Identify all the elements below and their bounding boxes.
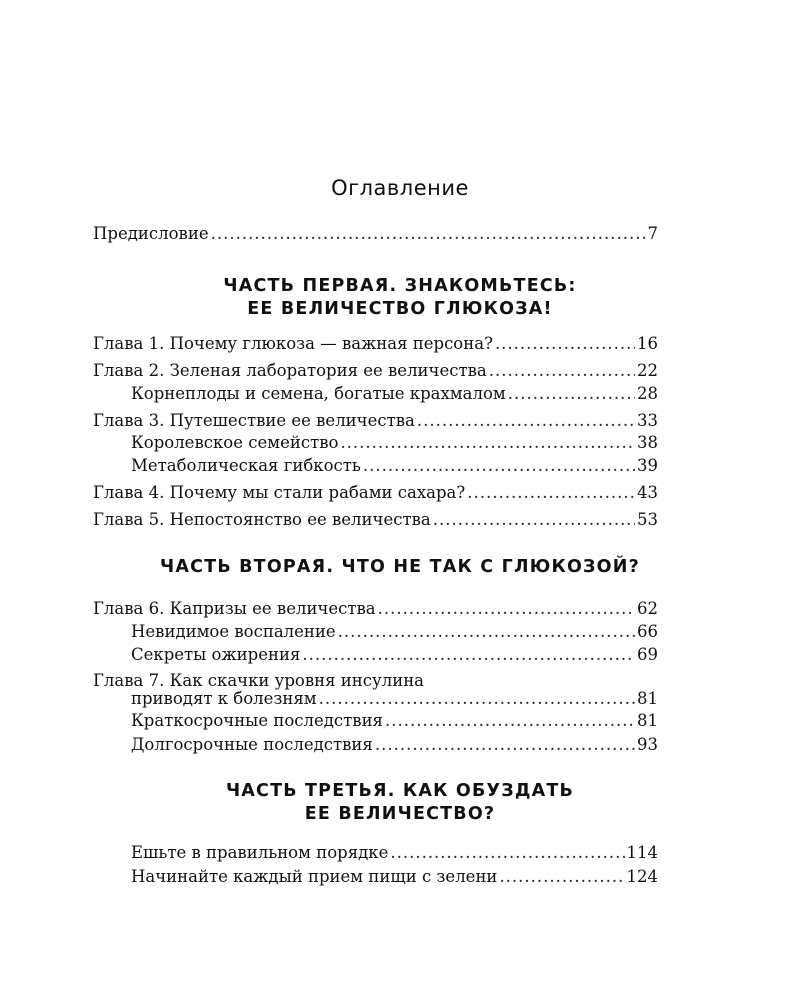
toc-entry-page: 28 (637, 384, 658, 403)
toc-entry-section[interactable] (131, 866, 658, 888)
toc-entry-page: 69 (637, 645, 658, 664)
dot-leader (375, 734, 635, 756)
toc-entry-page: 39 (637, 456, 658, 475)
toc-entry-label: Метаболическая гибкость (131, 456, 361, 475)
toc-entry-label: Королевское семейство (131, 433, 339, 452)
part-heading-line: ЧАСТЬ ПЕРВАЯ. ЗНАКОМЬТЕСЬ: (223, 276, 577, 296)
toc-entry-section[interactable] (131, 621, 658, 643)
toc-entry-chapter-4[interactable] (93, 482, 658, 504)
dot-leader (417, 410, 635, 432)
toc-entry-page: 22 (637, 361, 658, 380)
toc-entry-chapter-5[interactable] (93, 509, 658, 531)
toc-entry-label: Глава 6. Капризы ее величества (93, 599, 376, 618)
toc-entry-page: 66 (637, 622, 658, 641)
dot-leader (467, 482, 635, 504)
dot-leader (385, 710, 635, 732)
toc-entry-chapter-2[interactable] (93, 360, 658, 382)
dot-leader (499, 866, 624, 888)
part-heading-line: ЕЕ ВЕЛИЧЕСТВО ГЛЮКОЗА! (247, 299, 553, 319)
toc-entry-label: Долгосрочные последствия (131, 735, 373, 754)
toc-entry-page: 33 (637, 411, 658, 430)
toc-entry-label: Краткосрочные последствия (131, 711, 383, 730)
toc-entry-label: Глава 2. Зеленая лаборатория ее величества (93, 361, 487, 380)
dot-leader (390, 842, 624, 864)
toc-entry-label: приводят к болезням (131, 689, 317, 708)
toc-entry-page: 81 (637, 711, 658, 730)
toc-entry-label: Глава 3. Путешествие ее величества (93, 411, 415, 430)
page-title: Оглавление (331, 176, 469, 200)
dot-leader (302, 644, 635, 666)
toc-entry-chapter-7-continued[interactable] (131, 688, 658, 710)
part-heading-line: ЕЕ ВЕЛИЧЕСТВО? (304, 804, 496, 824)
toc-entry-chapter-3[interactable] (93, 410, 658, 432)
part-one-heading (0, 275, 800, 321)
toc-entry-section[interactable] (131, 432, 658, 454)
dot-leader (495, 333, 635, 355)
dot-leader (211, 223, 646, 245)
dot-leader (508, 383, 635, 405)
toc-entry-label: Начинайте каждый прием пищи с зелени (131, 867, 498, 886)
toc-entry-page: 38 (637, 433, 658, 452)
toc-entry-chapter-1[interactable] (93, 333, 658, 355)
toc-entry-label: Глава 1. Почему глюкоза — важная персона? (93, 334, 493, 353)
dot-leader (378, 598, 635, 620)
toc-entry-section[interactable] (131, 734, 658, 756)
toc-entry-preface[interactable] (93, 223, 658, 245)
toc-entry-chapter-6[interactable] (93, 598, 658, 620)
dot-leader (433, 509, 635, 531)
dot-leader (340, 432, 635, 454)
toc-entry-section[interactable] (131, 842, 658, 864)
toc-entry-label: Секреты ожирения (131, 645, 301, 664)
part-two-heading (0, 556, 800, 579)
toc-entry-page: 53 (637, 510, 658, 529)
toc-entry-label: Корнеплоды и семена, богатые крахмалом (131, 384, 506, 403)
dot-leader (363, 455, 635, 477)
dot-leader (319, 688, 635, 710)
part-heading-line: ЧАСТЬ ТРЕТЬЯ. КАК ОБУЗДАТЬ (225, 781, 575, 801)
toc-entry-page: 81 (637, 689, 658, 708)
toc-entry-section[interactable] (131, 455, 658, 477)
toc-entry-page: 124 (626, 867, 658, 886)
toc-entry-label: Глава 4. Почему мы стали рабами сахара? (93, 483, 466, 502)
toc-entry-section[interactable] (131, 644, 658, 666)
toc-entry-section[interactable] (131, 710, 658, 732)
toc-entry-page: 62 (637, 599, 658, 618)
part-heading-line: ЧАСТЬ ВТОРАЯ. ЧТО НЕ ТАК С ГЛЮКОЗОЙ? (160, 557, 640, 577)
dot-leader (338, 621, 635, 643)
toc-entry-section[interactable] (131, 383, 658, 405)
toc-entry-label: Предисловие (93, 224, 209, 243)
part-three-heading (0, 780, 800, 826)
toc-entry-label: Невидимое воспаление (131, 622, 336, 641)
toc-entry-label: Глава 5. Непостоянство ее величества (93, 510, 431, 529)
toc-entry-label: Ешьте в правильном порядке (131, 843, 389, 862)
toc-entry-page: 93 (637, 735, 658, 754)
dot-leader (489, 360, 635, 382)
toc-entry-page: 7 (647, 224, 658, 243)
toc-entry-chapter-7[interactable]: Глава 7. Как скачки уровня инсулина (93, 671, 425, 690)
toc-entry-page: 114 (626, 843, 658, 862)
toc-entry-page: 43 (637, 483, 658, 502)
toc-entry-page: 16 (637, 334, 658, 353)
